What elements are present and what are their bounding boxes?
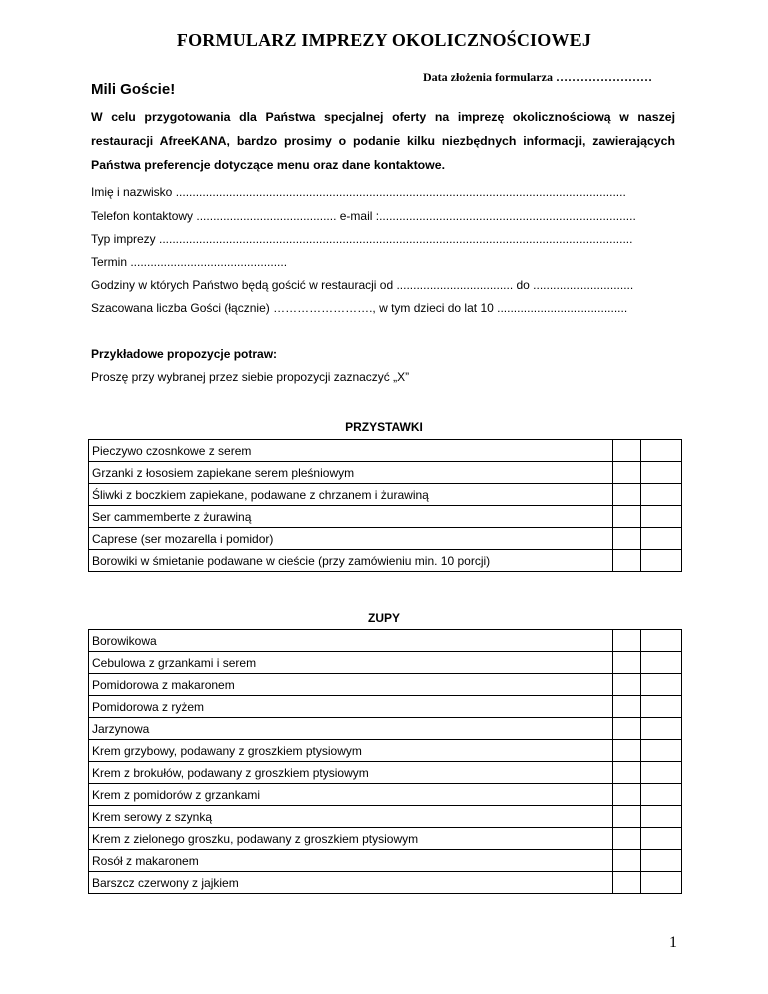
dish-label: Borowikowa xyxy=(89,630,613,652)
soups-title: ZUPY xyxy=(367,611,400,625)
quantity-cell[interactable] xyxy=(641,462,682,484)
term-field[interactable]: Termin ............................................... xyxy=(91,255,288,269)
table-row xyxy=(89,828,682,850)
table-row xyxy=(89,806,682,828)
quantity-cell[interactable] xyxy=(641,674,682,696)
dish-label: Pomidorowa z makaronem xyxy=(89,674,613,696)
table-row xyxy=(89,528,682,550)
dish-label: Krem grzybowy, podawany z groszkiem ptysiowym xyxy=(89,740,613,762)
quantity-cell[interactable] xyxy=(641,630,682,652)
checkbox-cell[interactable] xyxy=(613,484,641,506)
dish-label: Śliwki z boczkiem zapiekane, podawane z chrzanem i żurawiną xyxy=(89,484,613,506)
quantity-cell[interactable] xyxy=(641,718,682,740)
quantity-cell[interactable] xyxy=(641,872,682,894)
dish-label: Krem serowy z szynką xyxy=(89,806,613,828)
checkbox-cell[interactable] xyxy=(613,696,641,718)
quantity-cell[interactable] xyxy=(641,440,682,462)
page-number: 1 xyxy=(669,934,677,951)
checkbox-cell[interactable] xyxy=(613,740,641,762)
table-row xyxy=(89,506,682,528)
quantity-cell[interactable] xyxy=(641,784,682,806)
dish-label: Pomidorowa z ryżem xyxy=(89,696,613,718)
checkbox-cell[interactable] xyxy=(613,550,641,572)
checkbox-cell[interactable] xyxy=(613,872,641,894)
document-title: FORMULARZ IMPREZY OKOLICZNOŚCIOWEJ xyxy=(176,30,592,50)
quantity-cell[interactable] xyxy=(641,762,682,784)
quantity-cell[interactable] xyxy=(641,484,682,506)
quantity-cell[interactable] xyxy=(641,652,682,674)
quantity-cell[interactable] xyxy=(641,506,682,528)
checkbox-cell[interactable] xyxy=(613,528,641,550)
dish-label: Pieczywo czosnkowe z serem xyxy=(89,440,613,462)
dish-label: Ser cammemberte z żurawiną xyxy=(89,506,613,528)
table-row xyxy=(89,484,682,506)
dish-label: Krem z zielonego groszku, podawany z groszkiem ptysiowym xyxy=(89,828,613,850)
table-row xyxy=(89,718,682,740)
dish-label: Jarzynowa xyxy=(89,718,613,740)
greeting: Mili Goście! xyxy=(91,81,176,98)
checkbox-cell[interactable] xyxy=(613,806,641,828)
dish-label: Barszcz czerwony z jajkiem xyxy=(89,872,613,894)
table-row xyxy=(89,850,682,872)
table-row xyxy=(89,462,682,484)
dish-label: Borowiki w śmietanie podawane w cieście (przy zamówieniu min. 10 porcji) xyxy=(89,550,613,572)
intro-paragraph: W celu przygotowania dla Państwa specjalnej oferty na imprezę okolicznościową w naszej restauracji AfreeKANA, bardzo prosimy o podanie kilku niezbędnych informacji, zawierających Państwa preferencje dotyczące menu oraz dane kontaktowe. xyxy=(91,110,675,172)
checkbox-cell[interactable] xyxy=(613,718,641,740)
checkbox-cell[interactable] xyxy=(613,850,641,872)
quantity-cell[interactable] xyxy=(641,740,682,762)
proposals-heading: Przykładowe propozycje potraw: xyxy=(91,347,278,361)
proposals-note: Proszę przy wybranej przez siebie propozycji zaznaczyć „X” xyxy=(91,370,410,384)
dish-label: Rosół z makaronem xyxy=(89,850,613,872)
checkbox-cell[interactable] xyxy=(613,630,641,652)
dish-label: Krem z pomidorów z grzankami xyxy=(89,784,613,806)
dish-label: Grzanki z łososiem zapiekane serem pleśniowym xyxy=(89,462,613,484)
event-type-field[interactable]: Typ imprezy .............................................................................................................................................. xyxy=(91,232,633,246)
hours-field[interactable]: Godziny w których Państwo będą gościć w restauracji od ................................... do .............................. xyxy=(91,278,634,292)
quantity-cell[interactable] xyxy=(641,806,682,828)
checkbox-cell[interactable] xyxy=(613,828,641,850)
table-row xyxy=(89,674,682,696)
quantity-cell[interactable] xyxy=(641,828,682,850)
dish-label: Cebulowa z grzankami i serem xyxy=(89,652,613,674)
table-row xyxy=(89,652,682,674)
soups-table xyxy=(88,629,682,894)
checkbox-cell[interactable] xyxy=(613,652,641,674)
starters-table xyxy=(88,439,682,572)
name-field[interactable]: Imię i nazwisko ....................................................................................................................................... xyxy=(91,185,626,199)
dish-label: Krem z brokułów, podawany z groszkiem ptysiowym xyxy=(89,762,613,784)
quantity-cell[interactable] xyxy=(641,696,682,718)
table-row xyxy=(89,762,682,784)
table-row xyxy=(89,872,682,894)
starters-title: PRZYSTAWKI xyxy=(345,420,423,434)
checkbox-cell[interactable] xyxy=(613,506,641,528)
table-row xyxy=(89,696,682,718)
dish-label: Caprese (ser mozarella i pomidor) xyxy=(89,528,613,550)
checkbox-cell[interactable] xyxy=(613,674,641,696)
quantity-cell[interactable] xyxy=(641,550,682,572)
phone-email-field[interactable]: Telefon kontaktowy .......................................... e-mail :............................................................................. xyxy=(91,209,636,223)
table-row xyxy=(89,550,682,572)
submission-date-field[interactable]: Data złożenia formularza …………………… xyxy=(423,70,652,84)
table-row xyxy=(89,740,682,762)
guests-field[interactable]: Szacowana liczba Gości (łącznie) ……………………., w tym dzieci do lat 10 ....................................... xyxy=(91,301,628,315)
table-row xyxy=(89,630,682,652)
table-row xyxy=(89,440,682,462)
quantity-cell[interactable] xyxy=(641,528,682,550)
checkbox-cell[interactable] xyxy=(613,762,641,784)
checkbox-cell[interactable] xyxy=(613,440,641,462)
table-row xyxy=(89,784,682,806)
checkbox-cell[interactable] xyxy=(613,784,641,806)
quantity-cell[interactable] xyxy=(641,850,682,872)
checkbox-cell[interactable] xyxy=(613,462,641,484)
